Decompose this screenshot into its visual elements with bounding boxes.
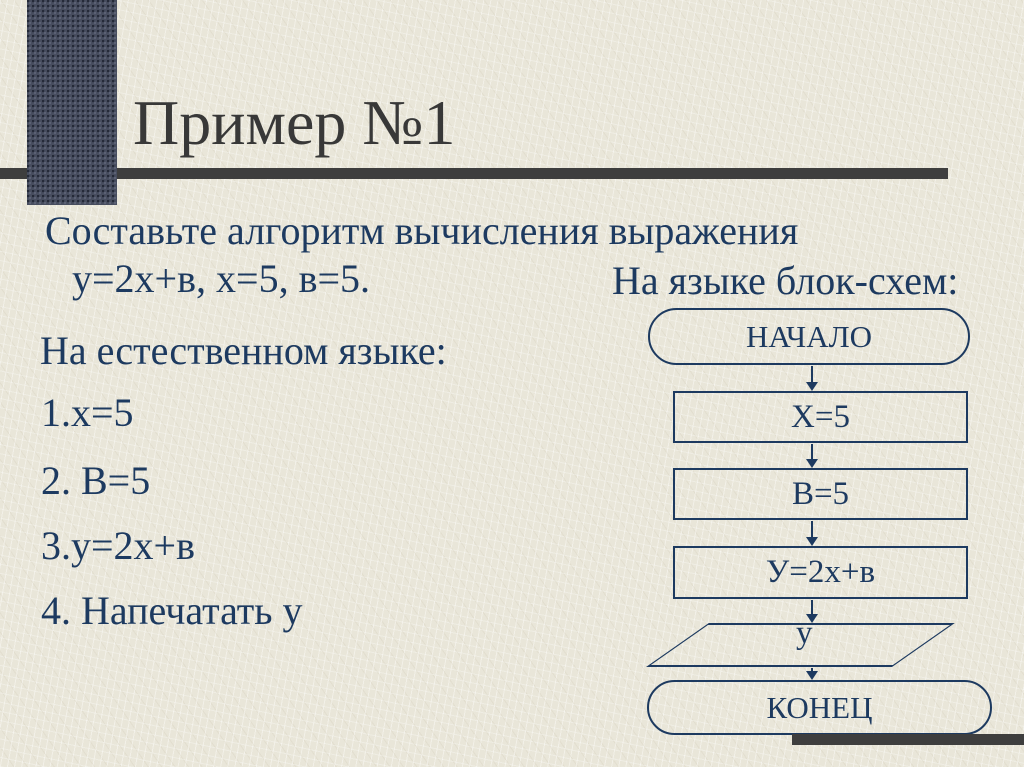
title-underline-bar xyxy=(0,168,948,179)
flowchart-output-label: у xyxy=(796,615,813,651)
flowchart-end-terminator xyxy=(647,680,992,735)
flowchart-process-b-label: В=5 xyxy=(791,475,850,512)
algorithm-step-3: 3.у=2х+в xyxy=(41,523,196,568)
problem-text-line2: у=2х+в, х=5, в=5. xyxy=(72,256,371,301)
algorithm-step-1: 1.х=5 xyxy=(41,390,134,435)
arrow-down-icon xyxy=(805,366,819,391)
problem-text-line1: Составьте алгоритм вычисления выражения xyxy=(45,208,799,253)
slide-title: Пример №1 xyxy=(133,87,456,158)
flowchart-process-x xyxy=(673,391,968,443)
flowchart-end-label: КОНЕЦ xyxy=(766,690,873,725)
footer-accent-bar xyxy=(792,734,1024,745)
flowchart-start-terminator xyxy=(648,308,970,365)
flowchart-process-y xyxy=(673,546,968,599)
arrow-down-icon xyxy=(805,444,819,468)
corner-accent-bar xyxy=(27,0,117,205)
algorithm-step-4: 4. Напечатать у xyxy=(41,588,303,633)
arrow-down-icon xyxy=(805,521,819,546)
natural-language-heading: На естественном языке: xyxy=(40,328,447,373)
flowchart-process-b xyxy=(673,468,968,520)
arrow-down-icon xyxy=(805,668,819,680)
flowchart-process-y-label: У=2х+в xyxy=(765,554,876,590)
flowchart-heading: На языке блок-схем: xyxy=(612,258,959,303)
algorithm-step-2: 2. В=5 xyxy=(41,458,151,503)
flowchart-process-x-label: Х=5 xyxy=(791,398,850,435)
flowchart-start-label: НАЧАЛО xyxy=(745,319,872,354)
